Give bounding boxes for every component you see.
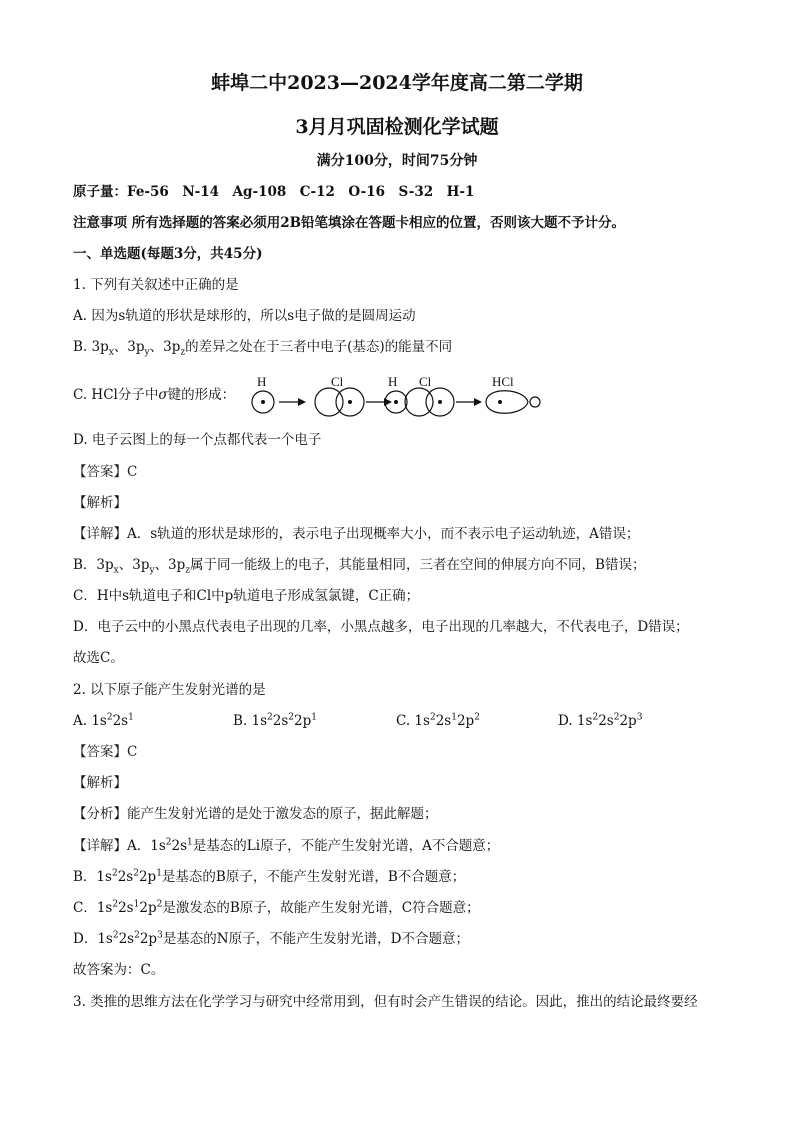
arrow-head-1 (298, 398, 306, 406)
q2-conclusion: 故答案为：C。 (73, 962, 165, 978)
label-h-2: H (388, 374, 398, 389)
exam-title: 蚌埠二中2023—2024学年度高二第二学期 (211, 72, 583, 94)
q3-stem: 3. 类推的思维方法在化学学习与研究中经常用到，但有时会产生错误的结论。因此，推出的结论最终要经 (73, 994, 698, 1010)
hcl-small-lobe (530, 397, 540, 407)
hcl-electron (498, 400, 502, 404)
arrow-head-2 (384, 398, 392, 406)
q1-conclusion: 故选C。 (73, 650, 124, 666)
label-cl-1: Cl (331, 374, 344, 389)
arrow-head-3 (474, 398, 482, 406)
exam-score-time: 满分100分，时间75分钟 (316, 153, 478, 169)
q1-option-a: A. 因为s轨道的形状是球形的，所以s电子做的是圆周运动 (73, 308, 416, 324)
q1-option-b: B. $3p_x$、$3p_y$、$3p_z$的差异之处在于三者中电子(基态)的能量不同 (73, 339, 453, 358)
q2-stem: 2. 以下原子能产生发射光谱的是 (73, 682, 266, 698)
hcl-bond-formation-diagram (246, 372, 546, 422)
h-electron-1 (261, 400, 265, 404)
q2-option-b: B. $1s^22s^22p^1$ (233, 712, 317, 729)
label-hcl: HCl (492, 374, 514, 389)
hcl-sigma-overlap (486, 391, 528, 414)
h-electron-2 (394, 400, 398, 404)
q1-detail-a: 【详解】A．s轨道的形状是球形的，表示电子出现概率大小，而不表示电子运动轨迹，A错误； (73, 526, 640, 542)
cl-electron-1 (348, 400, 352, 404)
q2-detail-a: 【详解】A．$1s^22s^1$是基态的Li原子，不能产生发射光谱，A不合题意； (73, 837, 500, 854)
q2-option-d: D. $1s^22s^22p^3$ (558, 712, 643, 729)
cl-p-lobe-left-2 (405, 388, 433, 416)
cl-electron-2 (438, 400, 442, 404)
notice-line: 注意事项 所有选择题的答案必须用2B铅笔填涂在答题卡相应的位置，否则该大题不予计分。 (73, 215, 626, 231)
label-h-1: H (257, 374, 267, 389)
q1-detail-b: B．$3p_x$、$3p_y$、$3p_z$属于同一能级上的电子，其能量相同，三者在空间的伸展方向不同，B错误； (73, 557, 646, 576)
q1-analysis-label: 【解析】 (73, 495, 127, 511)
q1-detail-c: C．H中s轨道电子和Cl中p轨道电子形成氢氯键，C正确； (73, 588, 420, 604)
q1-option-c: C. HCl分子中σ键的形成： (73, 387, 236, 403)
q2-answer: 【答案】C (73, 744, 138, 760)
q2-detail-b: B．$1s^22s^22p^1$是基态的B原子，不能产生发射光谱，B不合题意； (73, 868, 466, 885)
q2-fenxi: 【分析】能产生发射光谱的是处于激发态的原子，据此解题； (73, 806, 438, 822)
q1-option-d: D. 电子云图上的每一个点都代表一个电子 (73, 432, 322, 448)
q2-analysis-label: 【解析】 (73, 775, 127, 791)
exam-subtitle: 3月月巩固检测化学试题 (295, 116, 499, 138)
q1-detail-d: D．电子云中的小黑点代表电子出现的几率，小黑点越多，电子出现的几率越大，不代表电子，D错误； (73, 619, 689, 635)
cl-p-lobe-left-1 (315, 388, 343, 416)
q2-option-a: A. $1s^22s^1$ (73, 712, 134, 729)
q1-answer: 【答案】C (73, 464, 138, 480)
q2-option-c: C. $1s^22s^12p^2$ (396, 712, 480, 729)
q2-detail-c: C．$1s^22s^12p^2$是激发态的B原子，故能产生发射光谱，C符合题意； (73, 899, 480, 916)
section-heading: 一、单选题(每题3分，共45分) (73, 246, 263, 262)
q1-stem: 1. 下列有关叙述中正确的是 (73, 277, 239, 293)
label-cl-2: Cl (419, 374, 432, 389)
q2-detail-d: D．$1s^22s^22p^3$是基态的N原子，不能产生发射光谱，D不合题意； (73, 930, 469, 947)
atomic-mass-line: 原子量：Fe-56 N-14 Ag-108 C-12 O-16 S-32 H-1 (73, 184, 475, 200)
